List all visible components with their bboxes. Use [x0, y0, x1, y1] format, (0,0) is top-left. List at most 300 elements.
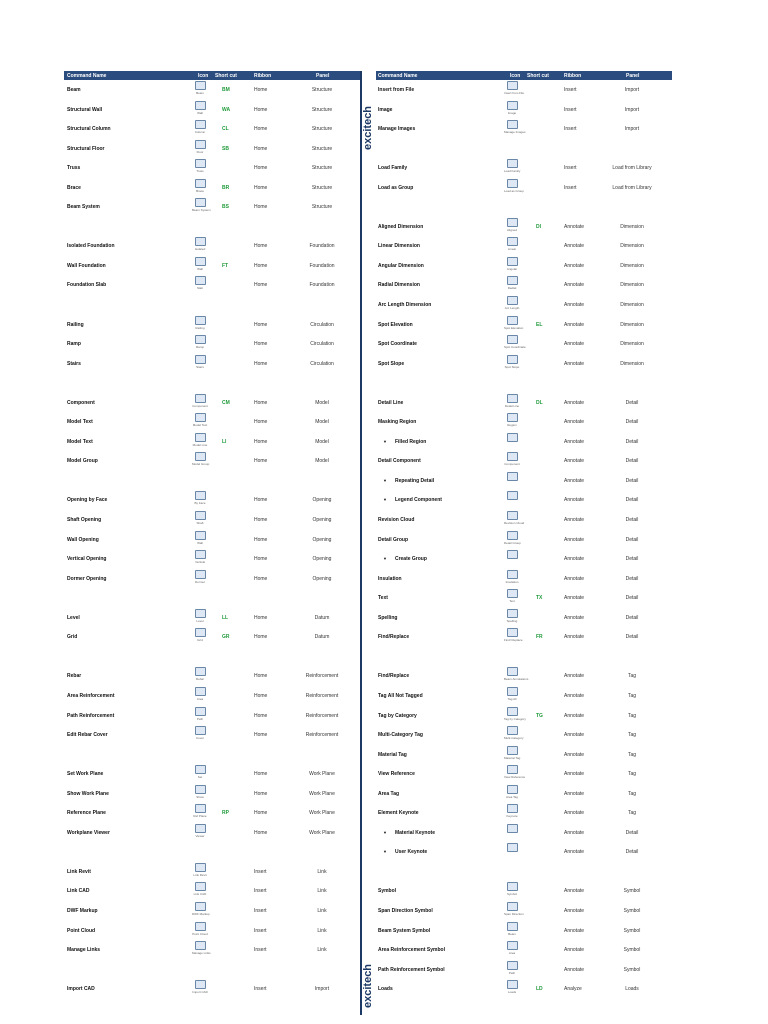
icon-caption: Material Tag: [504, 755, 521, 760]
ribbon-panel: Reinforcement: [305, 692, 339, 699]
ribbon-panel: Detail: [625, 556, 639, 563]
ribbon-panel: Datum: [314, 614, 330, 621]
icon-caption: Beam: [196, 91, 204, 95]
command-name: Dormer Opening: [67, 575, 107, 582]
command-icon: [504, 316, 524, 330]
ribbon-panel: Structure: [311, 165, 333, 172]
command-name: Structural Column: [67, 126, 111, 133]
table-row: [64, 373, 360, 393]
column-divider: [360, 71, 362, 1015]
command-name: Workplane Viewer: [67, 829, 110, 836]
ribbon-panel: Work Plane: [309, 790, 335, 797]
table-row: [376, 412, 672, 432]
table-row: [376, 569, 672, 589]
ribbon-tab: Annotate: [564, 634, 585, 641]
icon-caption: Brace: [196, 188, 204, 193]
ribbon-tool-icon: [195, 491, 206, 500]
table-row: [376, 236, 672, 256]
ribbon-tab: Insert: [254, 927, 267, 934]
icon-caption: Model Text: [192, 423, 208, 428]
ribbon-tab: Home: [254, 712, 268, 719]
shortcut-key: EL: [536, 321, 543, 328]
ribbon-panel: Structure: [311, 184, 333, 191]
icon-caption: Multi-Category: [504, 736, 524, 741]
command-icon: [192, 550, 208, 564]
ribbon-tab: Home: [254, 165, 268, 172]
command-name: Aligned Dimension: [378, 223, 424, 230]
ribbon-tab: Annotate: [564, 966, 585, 973]
ribbon-tool-icon: [195, 237, 206, 246]
table-row: [376, 197, 672, 217]
command-icon: [504, 746, 520, 760]
ribbon-tool-icon: [507, 218, 518, 227]
command-name: Railing: [67, 321, 84, 328]
command-name: Arc Length Dimension: [378, 302, 432, 309]
table-row: [376, 373, 672, 393]
table-row: [376, 842, 672, 862]
ribbon-panel: Import: [624, 87, 640, 93]
table-row: [376, 119, 672, 139]
ribbon-panel: Load from Library: [612, 165, 652, 172]
command-name-text: Material Keynote: [394, 829, 435, 836]
command-name: Find/Replace: [378, 673, 410, 680]
icon-caption: Beam Annotations: [504, 677, 529, 682]
ribbon-tab: Annotate: [564, 282, 585, 289]
ribbon-tab: Home: [254, 282, 268, 289]
ribbon-tool-icon: [507, 843, 518, 852]
command-name: Truss: [67, 165, 81, 172]
command-icon: [192, 491, 208, 505]
command-icon: [504, 726, 524, 741]
table-row: [64, 275, 360, 295]
ribbon-tool-icon: [507, 316, 518, 325]
table-row: [376, 588, 672, 608]
command-icon: [192, 882, 208, 896]
table-row: [376, 530, 672, 550]
table-row: [64, 217, 360, 237]
ribbon-panel: Model: [315, 438, 329, 445]
command-icon: [504, 765, 526, 780]
command-icon: [192, 980, 208, 994]
ribbon-panel: Dimension: [620, 282, 644, 289]
command-icon: [192, 863, 208, 877]
ribbon-tab: Home: [254, 87, 268, 93]
icon-caption: Cover: [195, 736, 204, 741]
table-row: [64, 725, 360, 745]
ribbon-tab: Home: [254, 184, 268, 191]
table-row: [64, 823, 360, 843]
ribbon-tab: Annotate: [564, 262, 585, 269]
sub-item-arrow-icon: ▼: [383, 477, 387, 483]
command-icon: [192, 902, 208, 916]
command-name: Beam: [67, 87, 81, 93]
ribbon-tab: Insert: [564, 126, 577, 133]
ribbon-panel: Detail: [625, 497, 639, 504]
ribbon-tool-icon: [195, 824, 206, 833]
icon-caption: By Face: [194, 501, 206, 506]
ribbon-tab: Home: [254, 458, 268, 465]
shortcut-key: BR: [222, 184, 230, 191]
ribbon-panel: Tag: [627, 673, 637, 680]
icon-caption: Truss: [196, 169, 204, 174]
table-row: [64, 354, 360, 374]
command-icon: [504, 511, 525, 526]
command-name: Point Cloud: [67, 927, 96, 934]
ribbon-tab: Insert: [254, 986, 267, 993]
ribbon-tab: Home: [254, 810, 268, 817]
icon-caption: Image: [507, 110, 517, 115]
icon-caption: Dormer: [194, 579, 205, 584]
shortcut-key: LL: [222, 614, 229, 621]
ribbon-tab: Insert: [564, 165, 577, 172]
command-icon: [504, 922, 520, 936]
command-icon: [504, 804, 520, 818]
table-row: [64, 842, 360, 862]
command-name: Link Revit: [67, 868, 91, 875]
ribbon-tab: Annotate: [564, 771, 585, 778]
ribbon-tool-icon: [507, 589, 518, 598]
command-name: Show Work Plane: [67, 790, 109, 797]
ribbon-tab: Insert: [254, 888, 267, 895]
ribbon-tab: Insert: [254, 868, 267, 875]
ribbon-panel: Work Plane: [309, 829, 335, 836]
icon-caption: Manage Images: [504, 130, 526, 135]
table-row: [376, 764, 672, 784]
shortcut-key: FR: [536, 634, 543, 641]
command-icon: [504, 355, 520, 369]
command-icon: [192, 922, 208, 936]
table-row: [376, 921, 672, 941]
ribbon-tool-icon: [195, 804, 206, 813]
ribbon-panel: Detail: [625, 614, 639, 621]
shortcut-key: GR: [222, 634, 230, 641]
command-name: Foundation Slab: [67, 282, 107, 289]
ribbon-tool-icon: [507, 101, 518, 110]
ribbon-tab: Home: [254, 517, 268, 524]
icon-caption: Import CAD: [192, 990, 208, 995]
ribbon-panel: Model: [315, 399, 329, 406]
table-row: [376, 901, 672, 921]
table-row: [64, 745, 360, 765]
icon-caption: Path: [196, 716, 204, 721]
command-name: Detail Group: [378, 536, 409, 543]
ribbon-panel: Symbol: [623, 947, 641, 954]
ribbon-tool-icon: [195, 198, 206, 207]
ribbon-panel: Detail: [625, 438, 639, 445]
command-name-text: Repeating Detail: [394, 477, 435, 484]
header-command-name: Command Name: [378, 73, 418, 79]
ribbon-tab: Home: [254, 732, 268, 739]
icon-caption: Spot Elevation: [504, 325, 524, 330]
command-icon: [192, 81, 208, 95]
icon-caption: Ref Plane: [193, 814, 207, 819]
table-row: [64, 784, 360, 804]
command-name: Rebar: [67, 673, 82, 680]
command-name: Model Group: [67, 458, 98, 465]
command-name: Ramp: [67, 341, 81, 348]
icon-caption: Level: [196, 618, 204, 623]
command-name: Shaft Opening: [67, 517, 102, 524]
ribbon-panel: Tag: [627, 751, 637, 758]
ribbon-tool-icon: [195, 179, 206, 188]
table-row: [376, 686, 672, 706]
command-name: Revision Cloud: [378, 517, 415, 524]
ribbon-panel: Dimension: [620, 302, 644, 309]
command-icon: [192, 101, 208, 115]
ribbon-tool-icon: [195, 609, 206, 618]
ribbon-tool-icon: [195, 452, 206, 461]
ribbon-tool-icon: [507, 81, 518, 90]
icon-caption: Spelling: [506, 618, 518, 623]
ribbon-tool-icon: [507, 335, 518, 344]
icon-caption: Revision Cloud: [504, 521, 525, 526]
icon-caption: Insulation: [505, 579, 519, 584]
ribbon-panel: Dimension: [620, 243, 644, 250]
ribbon-tool-icon: [507, 922, 518, 931]
table-row: [64, 686, 360, 706]
table-row: [64, 80, 360, 100]
table-row: [376, 158, 672, 178]
command-name: Spot Coordinate: [378, 341, 417, 348]
command-name: Multi-Category Tag: [378, 732, 423, 739]
ribbon-panel: Work Plane: [309, 810, 335, 817]
ribbon-panel: Reinforcement: [305, 673, 339, 680]
command-name: Area Tag: [378, 790, 400, 797]
icon-caption: Set: [197, 775, 203, 780]
header-command-name: Command Name: [67, 73, 107, 79]
left-command-table: [64, 71, 360, 999]
command-icon: [192, 140, 208, 154]
ribbon-tab: Annotate: [564, 595, 585, 602]
table-row: [64, 510, 360, 530]
ribbon-tool-icon: [195, 413, 206, 422]
ribbon-tool-icon: [507, 707, 518, 716]
ribbon-tool-icon: [195, 980, 206, 989]
ribbon-tool-icon: [195, 140, 206, 149]
table-row: [376, 510, 672, 530]
icon-caption: Grid: [197, 638, 203, 643]
ribbon-tool-icon: [507, 687, 518, 696]
ribbon-panel: Model: [315, 458, 329, 465]
table-row: [376, 295, 672, 315]
ribbon-panel: Tag: [627, 712, 637, 719]
ribbon-tab: Annotate: [564, 497, 585, 504]
icon-caption: Wall: [197, 110, 203, 115]
icon-caption: Point Cloud: [192, 931, 208, 936]
table-row: [64, 471, 360, 491]
header-panel: Panel: [316, 73, 330, 79]
icon-caption: View Reference: [504, 775, 526, 780]
ribbon-tool-icon: [507, 472, 518, 481]
ribbon-panel: Detail: [625, 399, 639, 406]
right-command-table: [376, 71, 672, 999]
shortcut-key: CL: [222, 126, 229, 133]
command-icon: [192, 511, 208, 525]
ribbon-tool-icon: [195, 785, 206, 794]
icon-caption: Model Line: [192, 442, 208, 447]
ribbon-tool-icon: [507, 980, 518, 989]
ribbon-tab: Home: [254, 790, 268, 797]
ribbon-tool-icon: [507, 413, 518, 422]
table-row: [64, 979, 360, 999]
command-icon: [504, 824, 520, 833]
icon-caption: Aligned: [506, 227, 517, 232]
ribbon-panel: Circulation: [310, 321, 334, 328]
table-row: [64, 588, 360, 608]
table-row: [64, 706, 360, 726]
ribbon-tab: Home: [254, 497, 268, 504]
icon-caption: Vertical: [195, 560, 205, 565]
table-row: [64, 432, 360, 452]
ribbon-tool-icon: [195, 922, 206, 931]
command-name: Manage Links: [67, 947, 101, 954]
shortcut-key: LD: [536, 986, 543, 993]
ribbon-tab: Annotate: [564, 477, 585, 484]
command-icon: [192, 179, 208, 193]
command-name: Stairs: [67, 360, 81, 367]
sub-item-arrow-icon: ▼: [383, 829, 387, 835]
table-row: [64, 236, 360, 256]
ribbon-tool-icon: [507, 765, 518, 774]
ribbon-tool-icon: [195, 628, 206, 637]
command-icon: [192, 609, 208, 623]
ribbon-panel: Detail: [625, 536, 639, 543]
ribbon-tool-icon: [507, 824, 518, 833]
icon-caption: Area: [196, 696, 204, 701]
ribbon-tab: Home: [254, 419, 268, 426]
ribbon-tool-icon: [507, 609, 518, 618]
command-icon: [504, 452, 520, 466]
ribbon-panel: Datum: [314, 634, 330, 641]
ribbon-tab: Annotate: [564, 614, 585, 621]
ribbon-tab: Home: [254, 575, 268, 582]
icon-caption: Load Family: [504, 169, 521, 174]
ribbon-tab: Annotate: [564, 419, 585, 426]
table-row: [376, 627, 672, 647]
command-name: Symbol: [378, 888, 397, 895]
command-icon: [192, 452, 208, 466]
ribbon-panel: Dimension: [620, 223, 644, 230]
table-row: [64, 627, 360, 647]
shortcut-key: BM: [222, 87, 230, 93]
command-icon: [192, 159, 208, 173]
table-row: [64, 901, 360, 921]
command-icon: [504, 81, 525, 95]
ribbon-tab: Home: [254, 262, 268, 269]
command-icon: [192, 257, 208, 271]
ribbon-tool-icon: [195, 765, 206, 774]
ribbon-tab: Home: [254, 145, 268, 152]
table-row: [64, 530, 360, 550]
command-icon: [192, 687, 208, 701]
table-row: [376, 334, 672, 354]
icon-caption: Arc Length: [504, 306, 520, 311]
ribbon-tab: Home: [254, 106, 268, 113]
ribbon-tab: Insert: [564, 106, 577, 113]
command-name: [378, 849, 427, 855]
command-name-text: Legend Component: [394, 497, 442, 504]
command-icon: [192, 785, 208, 799]
command-name: Set Work Plane: [67, 771, 104, 778]
ribbon-panel: Opening: [312, 556, 332, 563]
ribbon-panel: Foundation: [309, 243, 335, 250]
command-name: Component: [67, 399, 95, 406]
command-icon: [192, 355, 208, 369]
ribbon-panel: Detail: [625, 419, 639, 426]
command-icon: [504, 980, 520, 994]
command-icon: [504, 628, 523, 643]
icon-caption: Loads: [507, 990, 517, 995]
ribbon-tab: Home: [254, 614, 268, 621]
ribbon-tab: Annotate: [564, 517, 585, 524]
command-icon: [504, 961, 520, 975]
ribbon-tab: Annotate: [564, 399, 585, 406]
ribbon-panel: Symbol: [623, 907, 641, 914]
command-name: [378, 830, 435, 836]
ribbon-tab: Home: [254, 673, 268, 680]
command-icon: [504, 843, 520, 852]
table-row: [376, 315, 672, 335]
ribbon-tab: Insert: [254, 947, 267, 954]
table-row: [64, 764, 360, 784]
ribbon-panel: Opening: [312, 517, 332, 524]
command-name: Path Reinforcement: [67, 712, 115, 719]
ribbon-panel: Link: [317, 868, 327, 875]
shortcut-key: TG: [536, 712, 543, 719]
ribbon-tool-icon: [507, 237, 518, 246]
ribbon-tab: Annotate: [564, 712, 585, 719]
command-name-text: User Keynote: [394, 849, 428, 856]
ribbon-panel: Structure: [311, 87, 333, 93]
icon-caption: Link Revit: [193, 872, 207, 877]
table-row: [376, 139, 672, 159]
ribbon-tool-icon: [507, 531, 518, 540]
icon-caption: Load as Group: [504, 188, 524, 193]
left-table-rows: [64, 80, 360, 999]
ribbon-tool-icon: [507, 257, 518, 266]
left-table-header: [64, 71, 360, 80]
command-name: Path Reinforcement Symbol: [378, 966, 445, 973]
ribbon-panel: Detail: [625, 829, 639, 836]
command-icon: [504, 491, 520, 500]
command-name: Level: [67, 614, 80, 621]
header-ribbon: Ribbon: [254, 73, 272, 79]
ribbon-tab: Annotate: [564, 536, 585, 543]
command-name: View Reference: [378, 771, 415, 778]
icon-caption: Railing: [195, 325, 205, 330]
command-icon: [504, 218, 520, 232]
command-icon: [192, 941, 211, 956]
table-row: [64, 295, 360, 315]
command-name: Angular Dimension: [378, 262, 424, 269]
command-icon: [192, 198, 211, 213]
command-name: Material Tag: [378, 751, 407, 758]
ribbon-panel: Structure: [311, 106, 333, 113]
ribbon-panel: Symbol: [623, 966, 641, 973]
table-row: [64, 315, 360, 335]
ribbon-panel: Model: [315, 419, 329, 426]
command-name: Opening by Face: [67, 497, 108, 504]
ribbon-tab: Annotate: [564, 947, 585, 954]
ribbon-tab: Annotate: [564, 692, 585, 699]
command-name: Masking Region: [378, 419, 417, 426]
table-row: [376, 803, 672, 823]
command-icon: [504, 570, 520, 584]
ribbon-tab: Home: [254, 126, 268, 133]
ribbon-panel: Symbol: [623, 927, 641, 934]
ribbon-panel: Structure: [311, 145, 333, 152]
table-row: [64, 940, 360, 960]
